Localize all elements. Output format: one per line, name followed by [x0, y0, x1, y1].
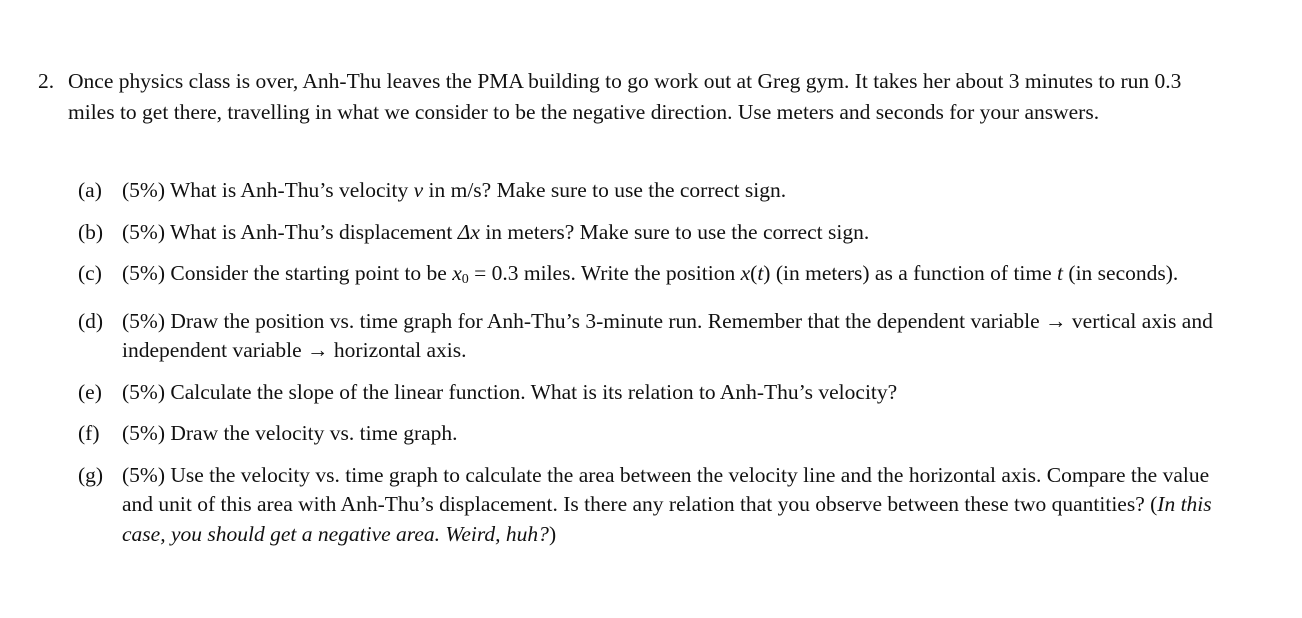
part-text: [122, 461, 1218, 550]
part-text-segment: (5%) Consider the starting point to be: [122, 261, 453, 285]
italic-remark: In this case, you should get a negative area. Weird, huh?: [122, 492, 1212, 546]
part-letter: (f): [78, 421, 100, 445]
part-text-segment: in m/s? Make sure to use the correct sign.: [423, 178, 787, 202]
math-variable: x: [740, 261, 751, 285]
part-d: [78, 307, 1218, 366]
part-a: [78, 176, 1218, 206]
part-text: [122, 218, 1218, 248]
part-letter: (c): [78, 261, 102, 285]
math-subscript: 0: [461, 272, 469, 287]
math-variable: Δx: [457, 219, 480, 244]
part-text-segment: in meters? Make sure to use the correct sign.: [479, 219, 870, 244]
part-text: (5%) Calculate the slope of the linear function. What is its relation to Anh-Thu’s velocity?: [122, 379, 898, 404]
problem-2: [38, 66, 1218, 127]
problem-number: 2.: [38, 69, 55, 93]
part-text: (5%) Draw the position vs. time graph for Anh-Thu’s 3-minute run. Remember that the dependent variable → vertical axis and independent variable → horizontal axis.: [122, 308, 1213, 362]
part-letter: (a): [78, 178, 102, 202]
part-letter: (g): [78, 462, 104, 487]
part-text-segment: = 0.3 miles. Write the position: [468, 261, 741, 285]
part-letter: (b): [78, 219, 104, 244]
part-text-segment: ): [548, 521, 557, 546]
math-variable: x: [452, 261, 462, 285]
part-text-segment: (5%) What is Anh-Thu’s velocity: [122, 178, 414, 202]
part-letter: (e): [78, 379, 102, 404]
problem-intro: Once physics class is over, Anh-Thu leaves the PMA building to go work out at Greg gym. It takes her about 3 minutes to run 0.3 miles to get there, travelling in what we consider to be the negative direction. Use meters and seconds for your answers.: [68, 69, 1182, 124]
math-variable: v: [413, 178, 424, 202]
part-b: [78, 218, 1218, 248]
part-text-segment: (5%) What is Anh-Thu’s displacement: [122, 219, 458, 244]
part-letter: (d): [78, 308, 104, 333]
part-e: [78, 378, 1218, 408]
part-text: (5%) Draw the velocity vs. time graph.: [122, 421, 458, 445]
part-c: [78, 259, 1218, 295]
part-text-segment: (in seconds).: [1063, 261, 1179, 285]
part-text: [122, 176, 1218, 206]
part-text-segment: (5%) Use the velocity vs. time graph to calculate the area between the velocity line and the horizontal axis. Compare the value and unit of this area with Anh-Thu’s displacement. Is there any relation that you observe between these two quantities? (: [122, 462, 1210, 516]
math-variable: t: [757, 261, 764, 285]
problem-parts-list: [78, 176, 1218, 561]
part-text: [122, 259, 1218, 295]
part-g: [78, 461, 1218, 550]
part-text-segment: ) (in meters) as a function of time: [763, 261, 1058, 285]
part-f: [78, 419, 1218, 449]
math-variable: t: [1057, 261, 1064, 285]
part-text-segment: (: [750, 261, 758, 285]
